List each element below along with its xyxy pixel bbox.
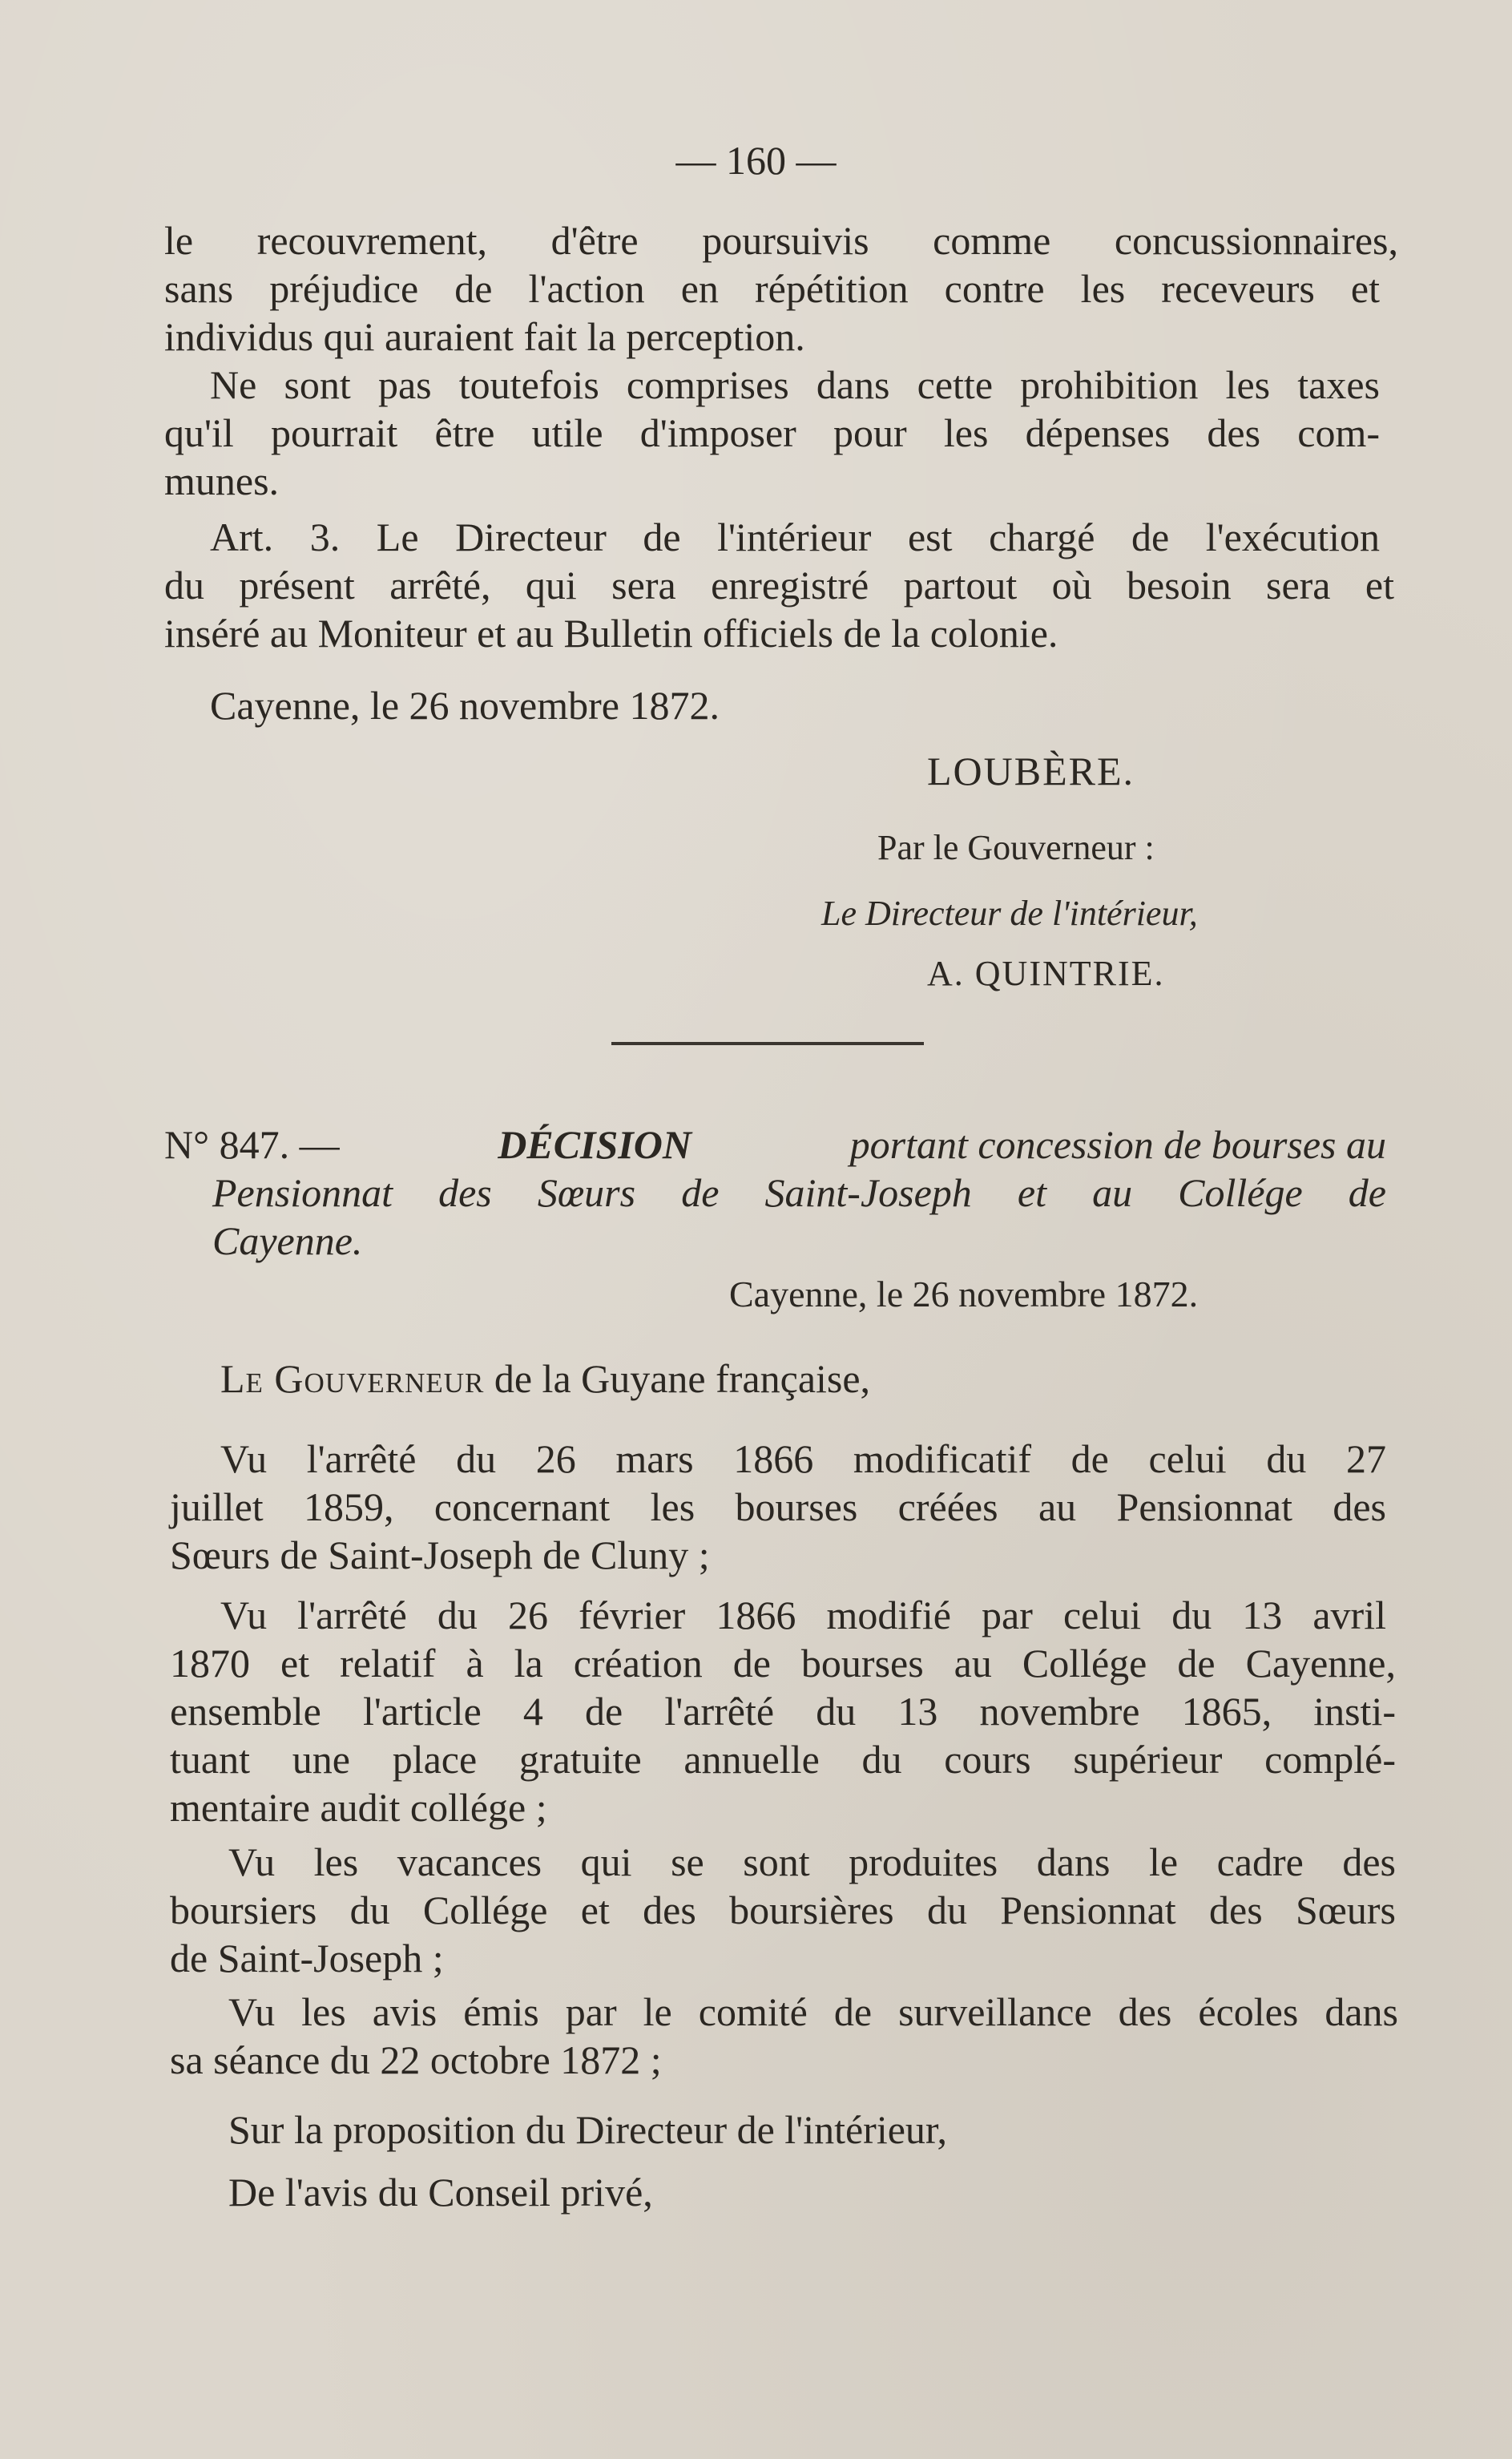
- governor-label: Le Gouverneur: [220, 1356, 485, 1401]
- continuation-line-4: Ne sont pas toutefois comprises dans cette prohibition les taxes: [210, 362, 1380, 407]
- continuation-line-2: sans préjudice de l'action en répétition contre les receveurs et: [164, 266, 1380, 311]
- decision-title-word: DÉCISION: [498, 1122, 691, 1167]
- decision-body-line-10: boursiers du Collége et des boursières du Pensionnat des Sœurs: [170, 1888, 1396, 1932]
- decision-date-line: Cayenne, le 26 novembre 1872.: [729, 1274, 1199, 1314]
- decision-body-line-7: tuant une place gratuite annuelle du cours supérieur complé-: [170, 1737, 1396, 1782]
- by-governor-label: Par le Gouverneur :: [877, 828, 1155, 867]
- continuation-line-3: individus qui auraient fait la perception.: [164, 314, 805, 359]
- decision-body-line-12: Vu les avis émis par le comité de surveillance des écoles dans: [228, 1989, 1398, 2034]
- continuation-line-9: inséré au Moniteur et au Bulletin officiels de la colonie.: [164, 611, 1058, 656]
- decision-number: N° 847. —: [164, 1122, 340, 1167]
- director-title: Le Directeur de l'intérieur,: [821, 894, 1198, 933]
- decision-body-line-1: Vu l'arrêté du 26 mars 1866 modificatif de celui du 27: [220, 1436, 1386, 1481]
- continuation-line-7: Art. 3. Le Directeur de l'intérieur est chargé de l'exécution: [210, 515, 1380, 559]
- section-divider: [611, 1042, 924, 1045]
- decision-body-line-15: De l'avis du Conseil privé,: [228, 2170, 653, 2215]
- page-number-text: — 160 —: [675, 138, 837, 183]
- continuation-line-8: du présent arrêté, qui sera enregistré partout où besoin sera et: [164, 563, 1394, 608]
- continuation-line-5: qu'il pourrait être utile d'imposer pour les dépenses des com-: [164, 410, 1380, 455]
- decision-body-line-5: 1870 et relatif à la création de bourses au Collége de Cayenne,: [170, 1641, 1396, 1686]
- director-name: A. QUINTRIE.: [927, 954, 1165, 993]
- continuation-line-1: le recouvrement, d'être poursuivis comme concussionnaires,: [164, 218, 1398, 263]
- continuation-line-6: munes.: [164, 458, 280, 503]
- decision-body-line-4: Vu l'arrêté du 26 février 1866 modifié par celui du 13 avril: [220, 1593, 1386, 1637]
- decision-heading-line-2: Pensionnat des Sœurs de Saint-Joseph et au Collége de: [212, 1170, 1386, 1215]
- decision-body-line-6: ensemble l'article 4 de l'arrêté du 13 novembre 1865, insti-: [170, 1689, 1396, 1734]
- governor-rest: de la Guyane française,: [494, 1356, 871, 1401]
- decision-heading-line-3: Cayenne.: [212, 1218, 363, 1263]
- signatory-name: LOUBÈRE.: [927, 749, 1135, 793]
- decision-heading-line-1: [164, 1120, 1386, 1169]
- decision-body-line-2: juillet 1859, concernant les bourses créées au Pensionnat des: [170, 1484, 1386, 1529]
- decision-title-rest: portant concession de bourses au: [849, 1122, 1386, 1167]
- decision-body-line-3: Sœurs de Saint-Joseph de Cluny ;: [170, 1532, 710, 1577]
- decision-body-line-13: sa séance du 22 octobre 1872 ;: [170, 2037, 662, 2082]
- decision-body-line-9: Vu les vacances qui se sont produites dans le cadre des: [228, 1839, 1396, 1884]
- page-number: [0, 136, 1512, 184]
- decision-body-line-8: mentaire audit collége ;: [170, 1785, 547, 1830]
- decision-body-line-14: Sur la proposition du Directeur de l'intérieur,: [228, 2107, 948, 2152]
- governor-preamble: [220, 1355, 870, 1403]
- continuation-date-line: Cayenne, le 26 novembre 1872.: [210, 683, 720, 728]
- decision-body-line-11: de Saint-Joseph ;: [170, 1936, 444, 1981]
